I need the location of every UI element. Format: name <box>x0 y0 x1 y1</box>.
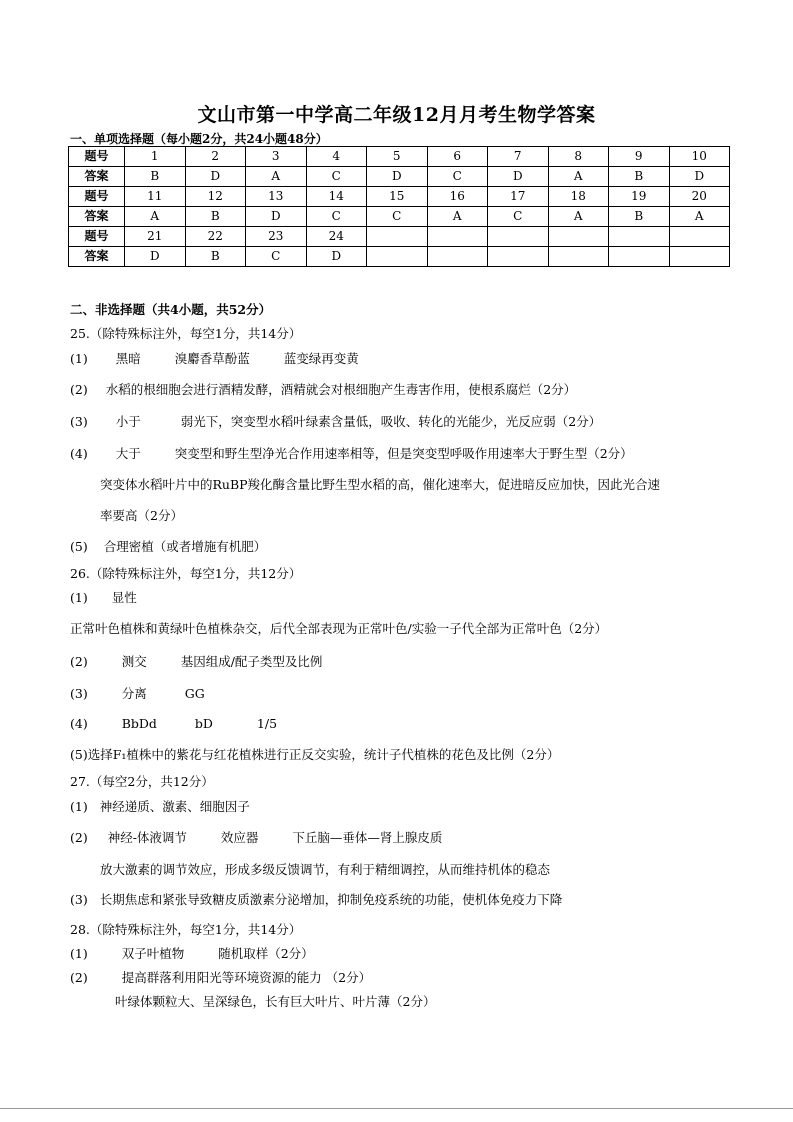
answer-cell: A <box>125 207 186 227</box>
answer-table <box>68 146 730 267</box>
page-title: 文山市第一中学高二年级12月月考生物学答案 <box>197 104 596 126</box>
q27-p2-num: (2) <box>70 830 88 845</box>
q27-p2-b: 效应器 <box>220 830 259 845</box>
q26-p2-num: (2) <box>70 654 88 669</box>
q25-p3-num: (3) <box>70 414 88 429</box>
question-number-cell <box>669 227 730 247</box>
q28-line2 <box>70 968 371 986</box>
q26-p4-num: (4) <box>70 716 88 731</box>
q25-p4-b: 突变型和野生型净光合作用速率相等，但是突变型呼吸作用速率大于野生型（2分） <box>174 446 633 461</box>
answer-cell <box>367 247 428 267</box>
question-number-cell: 1 <box>125 147 186 167</box>
answer-cell: C <box>427 167 488 187</box>
table-row <box>69 227 730 247</box>
answer-cell: A <box>548 167 609 187</box>
q25-p1-num: (1) <box>70 351 88 366</box>
section2-heading: 二、非选择题（共4小题，共52分） <box>70 302 272 317</box>
answer-row-header: 答案 <box>69 247 125 267</box>
q27-line3 <box>70 890 562 908</box>
q26-p4-c: 1/5 <box>256 716 278 731</box>
answer-cell: A <box>548 207 609 227</box>
question-number-cell: 4 <box>306 147 367 167</box>
question-number-cell: 9 <box>609 147 670 167</box>
q25-p3-a: 小于 <box>115 414 141 429</box>
answer-cell: C <box>367 207 428 227</box>
q26-line3 <box>70 684 205 702</box>
q25-p1-b: 溴麝香草酚蓝 <box>174 351 250 366</box>
question-number-cell: 2 <box>185 147 246 167</box>
answer-row-header: 答案 <box>69 207 125 227</box>
answer-cell: B <box>185 247 246 267</box>
answer-cell: B <box>609 207 670 227</box>
question-number-cell: 10 <box>669 147 730 167</box>
q26-p3-num: (3) <box>70 686 88 701</box>
answer-cell: D <box>669 167 730 187</box>
table-row <box>69 187 730 207</box>
answer-cell: A <box>246 167 307 187</box>
q26-p4-a: BbDd <box>121 716 157 731</box>
question-number-cell: 7 <box>488 147 549 167</box>
q26-p1-num: (1) <box>70 590 88 605</box>
q27-p1-a: 神经递质、激素、细胞因子 <box>99 799 250 814</box>
q27-line2-cont: 放大激素的调节效应，形成多级反馈调节，有利于精细调控，从而维持机体的稳态 <box>100 862 551 877</box>
answer-cell: A <box>427 207 488 227</box>
answer-cell: D <box>306 247 367 267</box>
q27-p2-a: 神经-体液调节 <box>107 830 187 845</box>
table-row <box>69 167 730 187</box>
q25-line2 <box>70 380 576 398</box>
table-row <box>69 207 730 227</box>
q27-p1-num: (1) <box>70 799 88 814</box>
q26-p3-a: 分离 <box>121 686 147 701</box>
page-bottom-rule <box>0 1108 793 1109</box>
answer-cell: B <box>185 207 246 227</box>
answer-cell <box>488 247 549 267</box>
question-number-cell: 23 <box>246 227 307 247</box>
question-number-cell: 20 <box>669 187 730 207</box>
q25-p5-a: 合理密植（或者增施有机肥） <box>103 539 267 554</box>
answer-cell: D <box>185 167 246 187</box>
q27-title: 27.（每空2分，共12分） <box>70 774 214 789</box>
answer-cell: C <box>306 167 367 187</box>
q26-line4 <box>70 716 277 731</box>
q26-line1 <box>70 588 137 606</box>
q26-line5: (5)选择F₁植株中的紫花与红花植株进行正反交实验，统计子代植株的花色及比例（2分） <box>70 747 560 762</box>
q28-p1-num: (1) <box>70 946 88 961</box>
question-number-cell <box>488 227 549 247</box>
answer-cell: C <box>306 207 367 227</box>
q28-line1 <box>70 944 314 962</box>
q25-p2-num: (2) <box>70 382 88 397</box>
q27-line1 <box>70 797 250 815</box>
answer-row-header: 答案 <box>69 167 125 187</box>
question-number-cell: 11 <box>125 187 186 207</box>
answer-cell: C <box>246 247 307 267</box>
answer-cell: D <box>246 207 307 227</box>
q28-p2-a: 提高群落利用阳光等环境资源的能力 （2分） <box>121 970 372 985</box>
q25-line1 <box>70 349 359 367</box>
answer-cell: D <box>367 167 428 187</box>
table-row <box>69 247 730 267</box>
q25-p4-num: (4) <box>70 446 88 461</box>
question-number-cell: 5 <box>367 147 428 167</box>
question-number-cell: 8 <box>548 147 609 167</box>
q26-line2 <box>70 652 322 670</box>
q25-line5 <box>70 537 266 555</box>
question-number-cell: 16 <box>427 187 488 207</box>
question-number-cell: 18 <box>548 187 609 207</box>
q25-p4-a: 大于 <box>115 446 141 461</box>
q28-p2-num: (2) <box>70 970 88 985</box>
question-number-cell: 15 <box>367 187 428 207</box>
question-number-cell: 6 <box>427 147 488 167</box>
question-number-row-header: 题号 <box>69 227 125 247</box>
question-number-cell <box>609 227 670 247</box>
question-number-cell: 22 <box>185 227 246 247</box>
q28-p1-b: 随机取样（2分） <box>218 946 314 961</box>
q25-title: 25.（除特殊标注外，每空1分，共14分） <box>70 326 302 341</box>
q26-p1-a: 显性 <box>111 590 137 605</box>
q25-line3 <box>70 412 601 430</box>
question-number-cell: 24 <box>306 227 367 247</box>
q27-p3-num: (3) <box>70 892 88 907</box>
q25-p1-a: 黑暗 <box>115 351 141 366</box>
q25-line4 <box>70 444 633 462</box>
question-number-cell: 13 <box>246 187 307 207</box>
question-number-cell: 19 <box>609 187 670 207</box>
answer-cell: D <box>488 167 549 187</box>
question-number-cell: 14 <box>306 187 367 207</box>
q26-title: 26.（除特殊标注外，每空1分，共12分） <box>70 566 302 581</box>
q28-p1-a: 双子叶植物 <box>121 946 185 961</box>
question-number-cell: 12 <box>185 187 246 207</box>
answer-cell: C <box>488 207 549 227</box>
q25-line4-end: 率要高（2分） <box>100 508 183 523</box>
q25-line4-cont: 突变体水稻叶片中的RuBP羧化酶含量比野生型水稻的高，催化速率大，促进暗反应加快，因此光合速 <box>100 477 661 492</box>
answer-cell <box>427 247 488 267</box>
q26-p2-b: 基因组成/配子类型及比例 <box>180 654 323 669</box>
q27-line2 <box>70 828 442 846</box>
q25-p3-b: 弱光下，突变型水稻叶绿素含量低，吸收、转化的光能少，光反应弱（2分） <box>180 414 602 429</box>
q25-p2-a: 水稻的根细胞会进行酒精发酵，酒精就会对根细胞产生毒害作用，使根系腐烂（2分） <box>105 382 577 397</box>
question-number-row-header: 题号 <box>69 147 125 167</box>
question-number-cell: 3 <box>246 147 307 167</box>
question-number-cell <box>367 227 428 247</box>
q27-p2-c: 下丘脑—垂体—肾上腺皮质 <box>292 830 443 845</box>
question-number-cell <box>548 227 609 247</box>
answer-cell: B <box>125 167 186 187</box>
section1-heading: 一、单项选择题（每小题2分，共24小题48分） <box>70 132 328 146</box>
q26-line1-reason: 正常叶色植株和黄绿叶色植株杂交，后代全部表现为正常叶色/实验一子代全部为正常叶色（2分） <box>70 621 608 636</box>
q25-p1-c: 蓝变绿再变黄 <box>283 351 359 366</box>
q25-p5-num: (5) <box>70 539 88 554</box>
table-row <box>69 147 730 167</box>
q28-title: 28.（除特殊标注外，每空1分，共14分） <box>70 922 302 937</box>
question-number-cell <box>427 227 488 247</box>
answer-cell <box>548 247 609 267</box>
answer-cell: A <box>669 207 730 227</box>
answer-cell: D <box>125 247 186 267</box>
q26-p3-b: GG <box>184 686 205 701</box>
answer-cell: B <box>609 167 670 187</box>
q28-line2-cont: 叶绿体颗粒大、呈深绿色，长有巨大叶片、叶片薄（2分） <box>115 994 436 1009</box>
question-number-cell: 21 <box>125 227 186 247</box>
q27-p3-a: 长期焦虑和紧张导致糖皮质激素分泌增加，抑制免疫系统的功能，使机体免疫力下降 <box>99 892 563 907</box>
question-number-row-header: 题号 <box>69 187 125 207</box>
answer-cell <box>609 247 670 267</box>
q26-p4-b: bD <box>194 716 213 731</box>
question-number-cell: 17 <box>488 187 549 207</box>
q26-p2-a: 测交 <box>121 654 147 669</box>
answer-cell <box>669 247 730 267</box>
